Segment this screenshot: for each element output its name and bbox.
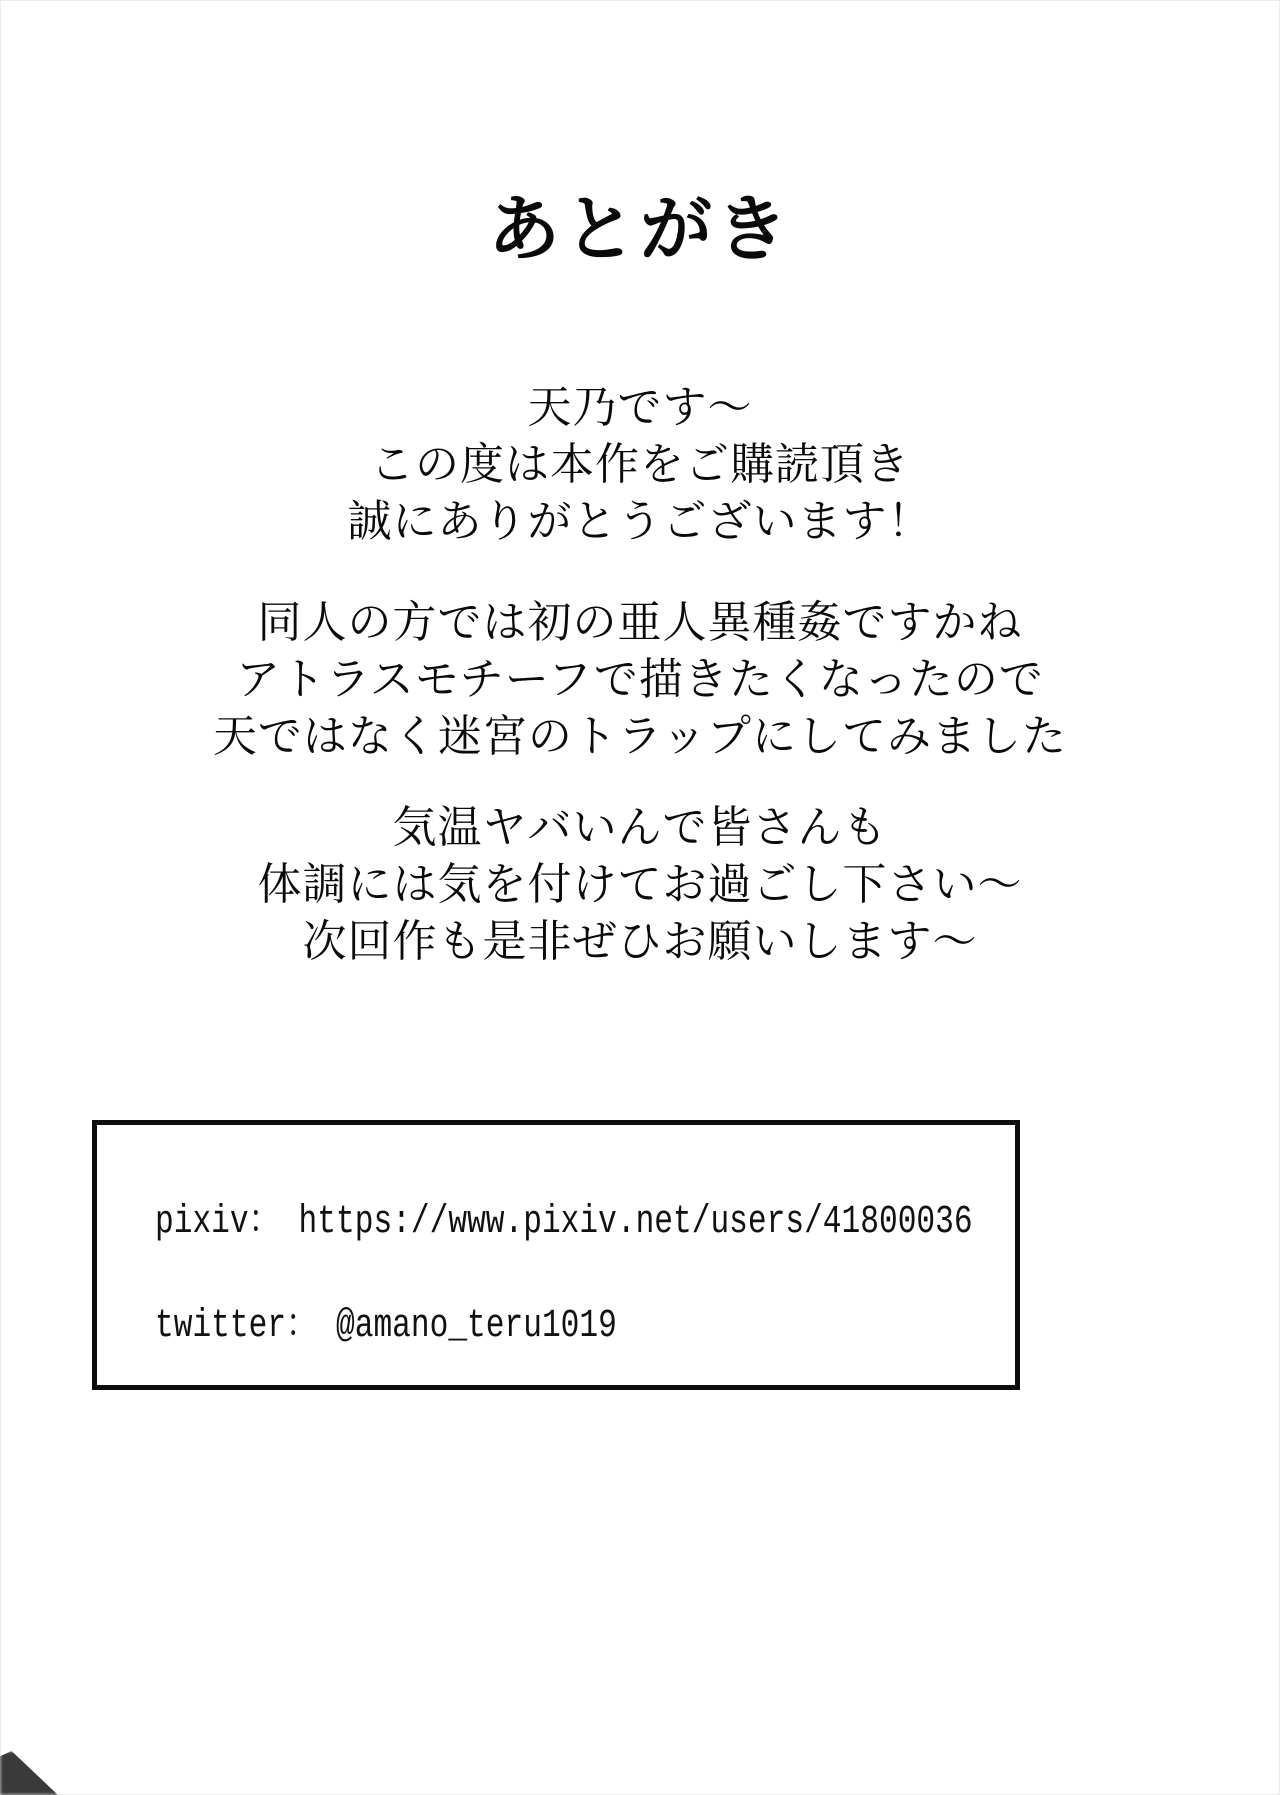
pixiv-line xyxy=(155,1200,973,1245)
pixiv-label: pixiv： xyxy=(155,1200,280,1245)
afterword-paragraph xyxy=(0,379,1280,550)
afterword-paragraph xyxy=(0,799,1280,970)
twitter-label: twitter： xyxy=(155,1304,318,1349)
afterword-line: 気温ヤバいんで皆さんも xyxy=(392,803,888,852)
page-title: あとがき xyxy=(487,190,792,271)
scan-corner-artifact xyxy=(0,1751,58,1795)
afterword-line: アトラスモチーフで描きたくなったので xyxy=(236,655,1044,704)
afterword-line: 次回作も是非ぜひお願いします～ xyxy=(302,917,978,966)
afterword-line: 同人の方では初の亜人異種姦ですかね xyxy=(257,598,1023,647)
pixiv-url: https://www.pixiv.net/users/41800036 xyxy=(298,1200,973,1245)
afterword-line: 体調には気を付けてお過ごし下さい～ xyxy=(257,860,1023,909)
twitter-handle: @amano_teru1019 xyxy=(335,1304,617,1349)
twitter-line xyxy=(155,1304,826,1349)
afterword-line: この度は本作をご購読頂き xyxy=(370,440,910,489)
afterword-line: 天ではなく迷宮のトラップにしてみました xyxy=(212,712,1068,761)
afterword-line: 誠にありがとうございます！ xyxy=(347,497,933,546)
afterword-paragraph xyxy=(0,594,1280,765)
afterword-line: 天乃です～ xyxy=(527,383,753,432)
links-box xyxy=(92,1120,1020,1390)
